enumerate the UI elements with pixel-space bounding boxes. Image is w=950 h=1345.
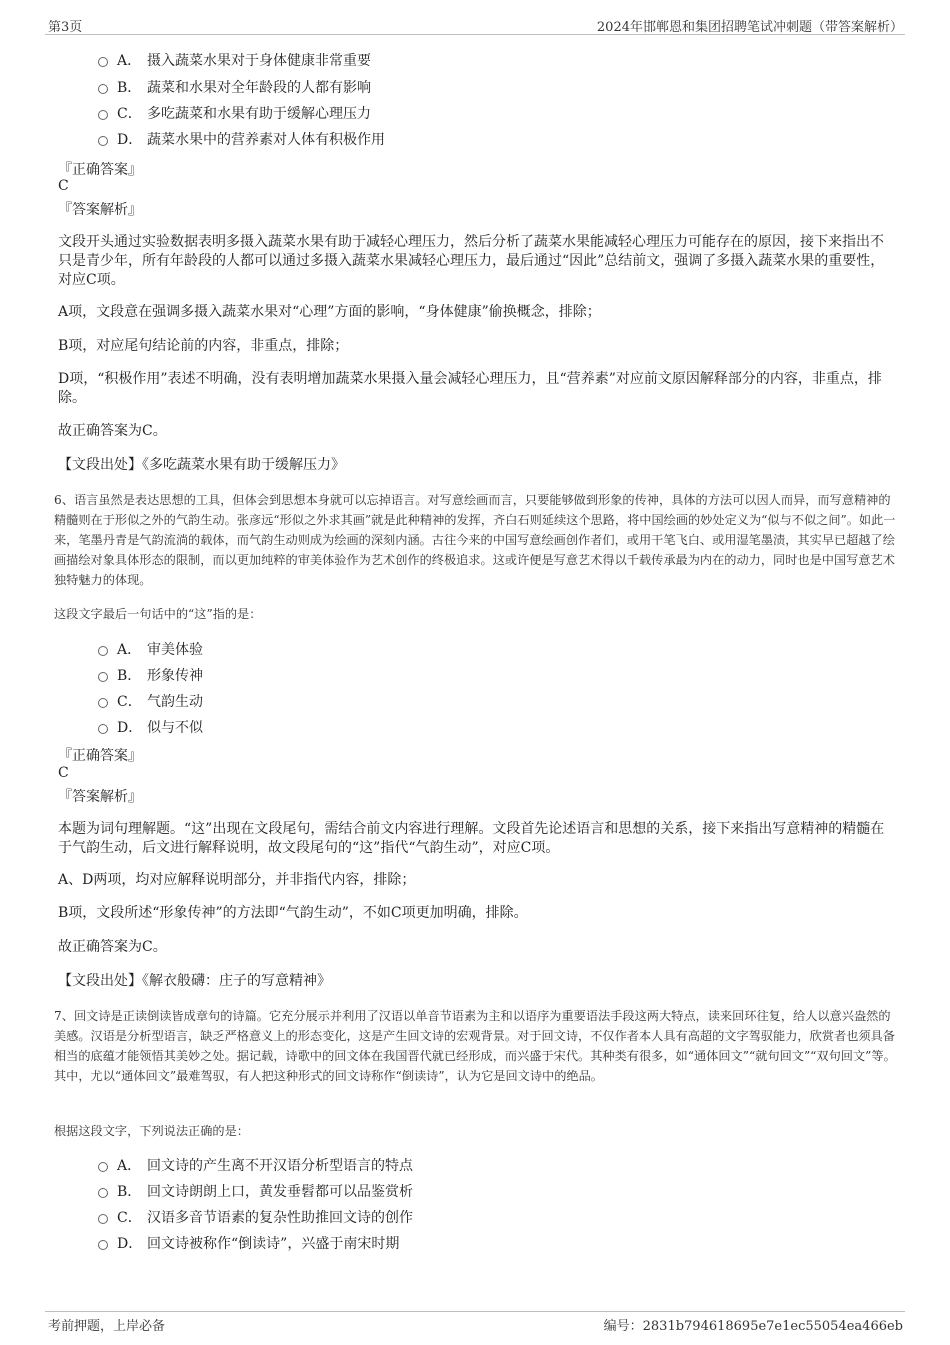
analysis-paragraph: A、D两项，均对应解释说明部分，并非指代内容，排除； [58,872,416,888]
analysis-paragraph: 本题为词句理解题。“这”出现在文段尾句，需结合前文内容进行理解。文段首先论述语言和思想的关系，接下来指出写意精神的精髓在于气韵生动，后文进行解释说明，故文段尾句的“这”指代“气韵生动”，对应C项。 [58,821,885,856]
page-footer [45,1311,905,1336]
correct-answer-label: 『正确答案』 [58,162,142,178]
radio-icon[interactable] [98,724,108,734]
analysis-label: 『答案解析』 [58,789,142,805]
page-number: 第3页 [48,20,83,35]
radio-icon[interactable] [98,1188,108,1198]
radio-icon[interactable] [98,57,108,67]
q5-option-c[interactable]: C． 多吃蔬菜和水果有助于缓解心理压力 [98,103,371,125]
question-prompt: 这段文字最后一句话中的“这”指的是： [54,607,262,621]
analysis-paragraph: 故正确答案为C。 [58,423,167,439]
radio-icon[interactable] [98,698,108,708]
analysis-paragraph: A项，文段意在强调多摄入蔬菜水果对“心理”方面的影响，“身体健康”偷换概念，排除； [58,304,601,320]
q6-option-c[interactable]: C． 气韵生动 [98,691,203,713]
radio-icon[interactable] [98,84,108,94]
q5-option-d[interactable]: D． 蔬菜水果中的营养素对人体有积极作用 [98,129,385,151]
source-citation: 【文段出处】《解衣般礴：庄子的写意精神》 [58,973,331,989]
document-code: 编号：2831b794618695e7e1ec55054ea466eb [603,1319,903,1334]
q6-option-d[interactable]: D． 似与不似 [98,717,203,739]
q6-option-b[interactable]: B． 形象传神 [98,665,203,687]
footer-slogan: 考前押题，上岸必备 [48,1319,166,1334]
question-stem: 7、回文诗是正读倒读皆成章句的诗篇。它充分展示并利用了汉语以单音节语素为主和以语序为重要语法手段这两大特点，读来回环往复，给人以意兴盎然的美感。汉语是分析型语言，缺乏严格意义上的形态变化，这是产生回文诗的宏观背景。对于回文诗，不仅作者本人具有高超的文字驾驭能力，欣赏者也须具备相当的底蕴才能领悟其美妙之处。据记载，诗歌中的回文体在我国晋代就已经形成，而兴盛于宋代。其种类有很多，如“通体回文”“就句回文”“双句回文”等。其中，尤以“通体回文”最难驾驭，有人把这种形式的回文诗称作“倒读诗”，认为它是回文诗中的绝品。 [54,1009,896,1083]
radio-icon[interactable] [98,672,108,682]
analysis-paragraph: B项，文段所述“形象传神”的方法即“气韵生动”，不如C项更加明确，排除。 [58,905,528,921]
analysis-paragraph: D项，“积极作用”表述不明确，没有表明增加蔬菜水果摄入量会减轻心理压力，且“营养素”对应前文原因解释部分的内容，非重点，排除。 [58,371,882,406]
q7-option-b[interactable]: B． 回文诗朗朗上口，黄发垂髫都可以品鉴赏析 [98,1181,413,1203]
radio-icon[interactable] [98,1162,108,1172]
q6-option-a[interactable]: A． 审美体验 [98,639,203,661]
q7-option-d[interactable]: D． 回文诗被称作“倒读诗”，兴盛于南宋时期 [98,1233,399,1255]
analysis-label: 『答案解析』 [58,202,142,218]
q7-option-c[interactable]: C． 汉语多音节语素的复杂性助推回文诗的创作 [98,1207,413,1229]
correct-answer: C [58,765,69,781]
radio-icon[interactable] [98,110,108,120]
radio-icon[interactable] [98,1214,108,1224]
question-prompt: 根据这段文字，下列说法正确的是： [54,1124,249,1138]
analysis-paragraph: B项，对应尾句结论前的内容，非重点，排除； [58,338,349,354]
radio-icon[interactable] [98,1240,108,1250]
analysis-paragraph: 故正确答案为C。 [58,939,167,955]
page-header [45,14,905,35]
radio-icon[interactable] [98,136,108,146]
q7-option-a[interactable]: A． 回文诗的产生离不开汉语分析型语言的特点 [98,1155,413,1177]
radio-icon[interactable] [98,646,108,656]
question-stem: 6、语言虽然是表达思想的工具，但体会到思想本身就可以忘掉语言。对写意绘画而言，只要能够做到形象的传神，具体的方法可以因人而异，而写意精神的精髓则在于形似之外的气韵生动。张彦远“形似之外求其画”就是此种精神的发挥，齐白石则延续这个思路，将中国绘画的妙处定义为“似与不似之间”。如此一来，笔墨丹青是气韵流淌的载体，而气韵生动则成为绘画的深刻内涵。古往今来的中国写意绘画创作者们，或用干笔飞白、或用湿笔墨渍，其实早已超越了绘画描绘对象具体形态的限制，而以更加纯粹的审美体验作为艺术创作的终极追求。这或许便是写意艺术得以千载传承最为内在的动力，同时也是中国写意艺术独特魅力的体现。 [54,493,896,587]
correct-answer-label: 『正确答案』 [58,748,142,764]
correct-answer: C [58,178,69,194]
source-citation: 【文段出处】《多吃蔬菜水果有助于缓解压力》 [58,457,345,473]
document-title: 2024年邯郸恩和集团招聘笔试冲刺题（带答案解析） [596,20,903,35]
q5-option-a[interactable]: A． 摄入蔬菜水果对于身体健康非常重要 [98,50,371,72]
q5-option-b[interactable]: B． 蔬菜和水果对全年龄段的人都有影响 [98,77,371,99]
analysis-paragraph: 文段开头通过实验数据表明多摄入蔬菜水果有助于减轻心理压力，然后分析了蔬菜水果能减轻心理压力可能存在的原因，接下来指出不只是青少年，所有年龄段的人都可以通过多摄入蔬菜水果减轻心理压力，最后通过“因此”总结前文，强调了多摄入蔬菜水果的重要性，对应C项。 [58,234,885,288]
